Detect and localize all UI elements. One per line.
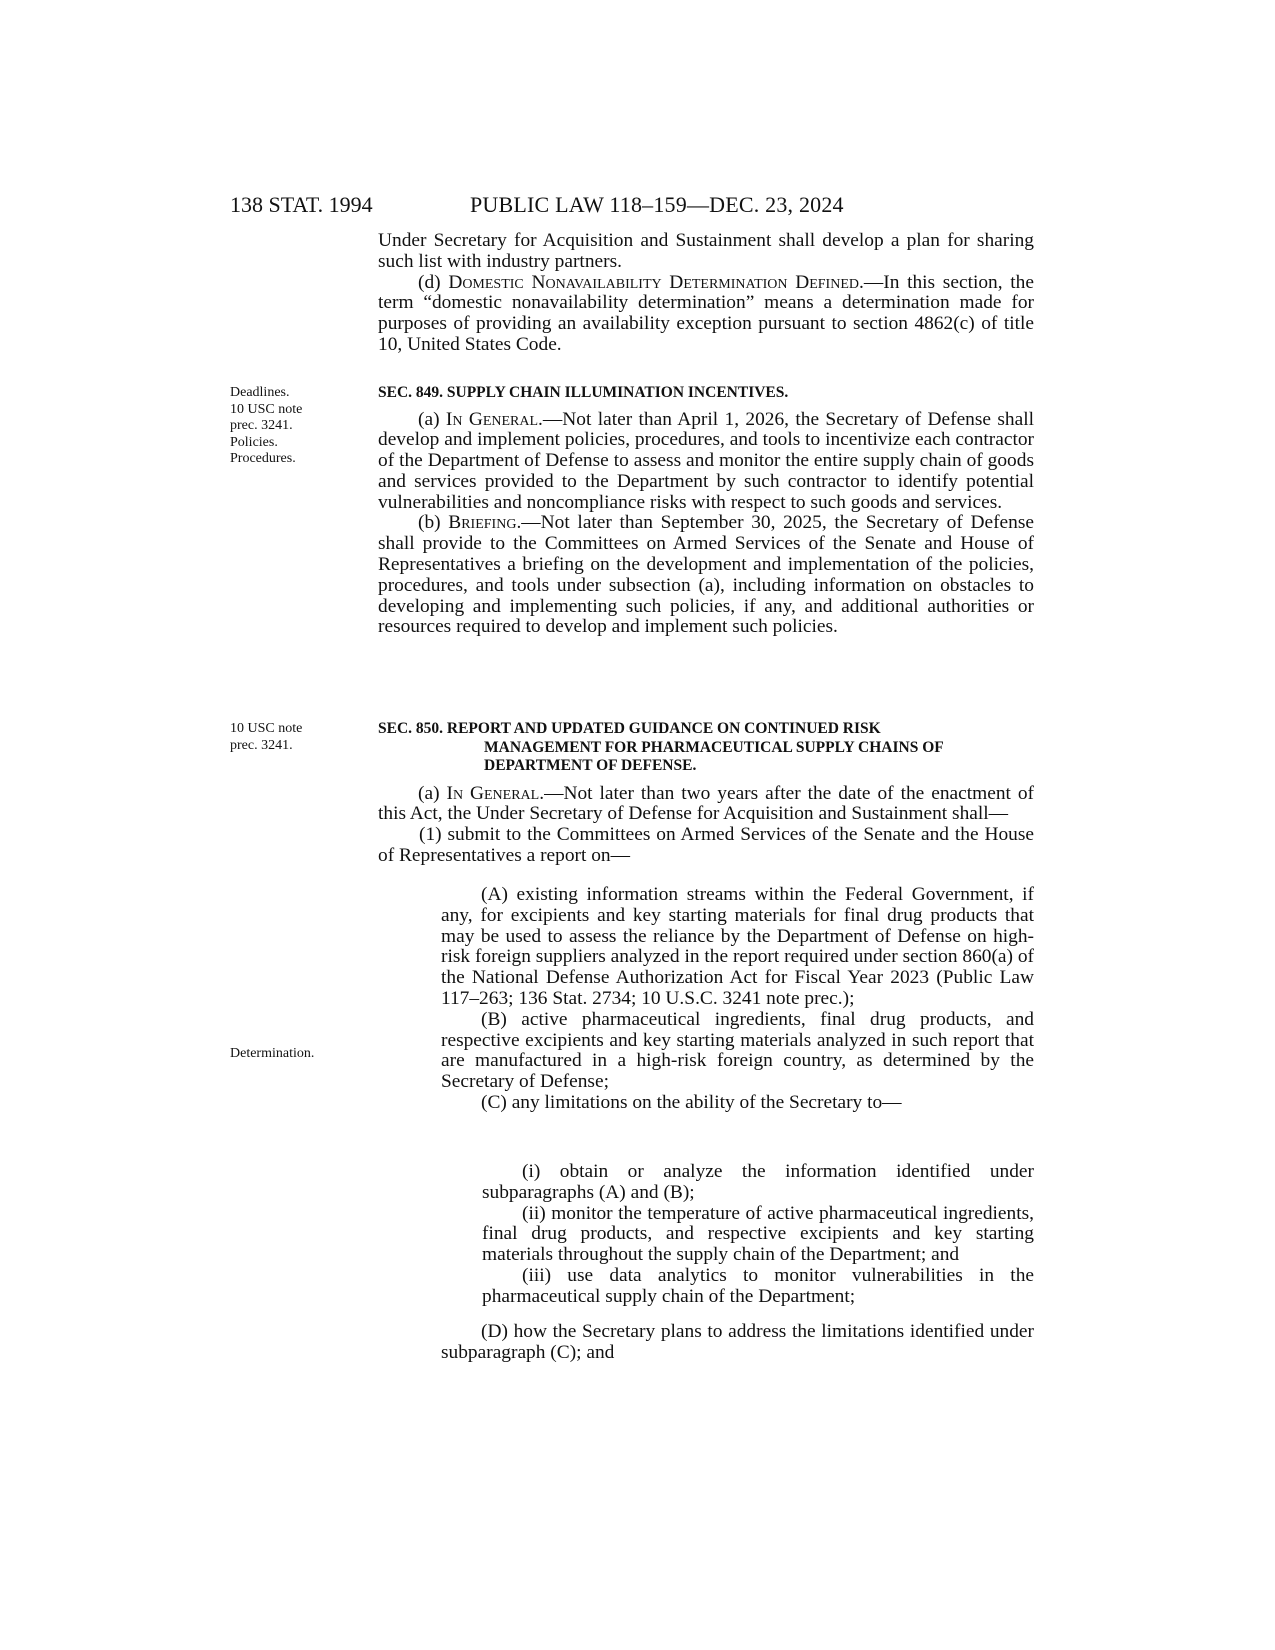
subsection-d: [378, 273, 1034, 356]
section-850-subsection-a: [378, 784, 1034, 826]
margin-note-line: Determination.: [230, 1046, 315, 1061]
subparagraph-C: (C) any limitations on the ability of the Secretary to—: [481, 1091, 902, 1113]
subsection-d-text: .—In this section, the term “domestic nonavailability determination” means a determination made for purposes of providing an availability exception pursuant to section 4862(c) of title 10, United States Code.: [378, 271, 1034, 355]
subparagraph-D-block: [441, 1322, 1034, 1364]
body-text-top: [378, 231, 1034, 356]
section-849-title: SEC. 849. SUPPLY CHAIN ILLUMINATION INCENTIVES.: [378, 384, 789, 401]
paragraph-1: [378, 825, 1034, 867]
section-850-title-line3: DEPARTMENT OF DEFENSE.: [484, 757, 697, 774]
subsection-heading: In General: [445, 408, 539, 430]
margin-note-line: prec. 3241.: [230, 418, 293, 433]
section-850-title-line2: MANAGEMENT FOR PHARMACEUTICAL SUPPLY CHAINS OF: [484, 738, 944, 756]
subparagraph-A: (A) existing information streams within the Federal Government, if any, for excipients and key starting materials for final drug products that may be used to assess the reliance by the Department of Defense on high-risk foreign suppliers analyzed in the report required under section 860(a) of the National Defense Authorization Act for Fiscal Year 2023 (Public Law 117–263; 136 Stat. 2734; 10 U.S.C. 3241 note prec.);: [441, 884, 1034, 1009]
section-850: [378, 720, 1034, 867]
section-849-subsection-a: [378, 410, 1034, 514]
section-849: [378, 384, 1034, 638]
clause-ii: (ii) monitor the temperature of active pharmaceutical ingredients, final drug products, and respective excipients and key starting materials throughout the supply chain of the Department; and: [482, 1202, 1034, 1266]
subparagraphs-a-b: [441, 885, 1034, 1114]
page-header: [0, 192, 1275, 222]
subsection-text: .—Not later than April 1, 2026, the Secretary of Defense shall develop and implement policies, procedures, and tools to incentivize each contractor of the Department of Defense to assess and monitor the entire supply chain of goods and services provided to the Department by such contractor to identify potential vulnerabilities and noncompliance risks with respect to such goods and services.: [378, 408, 1035, 513]
margin-note-line: prec. 3241.: [230, 737, 293, 753]
subsection-text: .—Not later than September 30, 2025, the Secretary of Defense shall provide to the Committees on Armed Services of the Senate and House of Representatives a briefing on the development and implementation of the policies, procedures, and tools under subsection (a), including information on obstacles to developing and implementing such policies, if any, and additional authorities or resources required to develop and implement such policies.: [378, 512, 1034, 638]
subparagraph-B: (B) active pharmaceutical ingredients, final drug products, and respective excipients and key starting materials analyzed in such report that are manufactured in a high-risk foreign country, as determined by the Secretary of Defense;: [441, 1008, 1034, 1093]
paragraph-text: (1) submit to the Committees on Armed Services of the Senate and the House of Representatives a report on—: [378, 824, 1034, 866]
subsection-heading: Briefing: [448, 512, 517, 534]
subsection-label: (a): [418, 408, 446, 430]
subsection-label: (b): [418, 512, 449, 534]
subparagraph-D: (D) how the Secretary plans to address the limitations identified under subparagraph (C); and: [441, 1321, 1034, 1363]
intro-paragraph: Under Secretary for Acquisition and Sustainment shall develop a plan for sharing such list with industry partners.: [378, 230, 1034, 272]
margin-note-line: 10 USC note: [230, 721, 303, 736]
margin-note-sec849: [230, 385, 360, 468]
subsection-text: .—Not later than two years after the date of the enactment of this Act, the Under Secretary of Defense for Acquisition and Sustainment shall—: [378, 782, 1035, 825]
margin-note-line: Deadlines.: [230, 385, 290, 400]
subsection-heading: In General: [446, 782, 540, 804]
subsection-d-heading: Domestic Nonavailability Determination Defined: [448, 271, 859, 293]
margin-note-line: Policies.: [230, 434, 278, 450]
margin-note-line: Procedures.: [230, 451, 296, 466]
margin-note-sec850: [230, 721, 360, 754]
subsection-label: (a): [418, 782, 447, 804]
clauses-C: [482, 1162, 1034, 1308]
clause-iii: (iii) use data analytics to monitor vulnerabilities in the pharmaceutical supply chain of the Department;: [482, 1264, 1034, 1307]
public-law-reference: PUBLIC LAW 118–159—DEC. 23, 2024: [470, 192, 844, 217]
section-850-title-line1: SEC. 850. REPORT AND UPDATED GUIDANCE ON CONTINUED RISK: [378, 720, 881, 737]
subsection-d-label: (d): [418, 271, 449, 293]
statute-page-reference: 138 STAT. 1994: [230, 192, 373, 217]
clause-i: (i) obtain or analyze the information identified under subparagraphs (A) and (B);: [482, 1161, 1034, 1203]
section-849-subsection-b: [378, 513, 1034, 638]
margin-note-line: 10 USC note: [230, 401, 303, 417]
margin-note-determination: [230, 1046, 360, 1063]
